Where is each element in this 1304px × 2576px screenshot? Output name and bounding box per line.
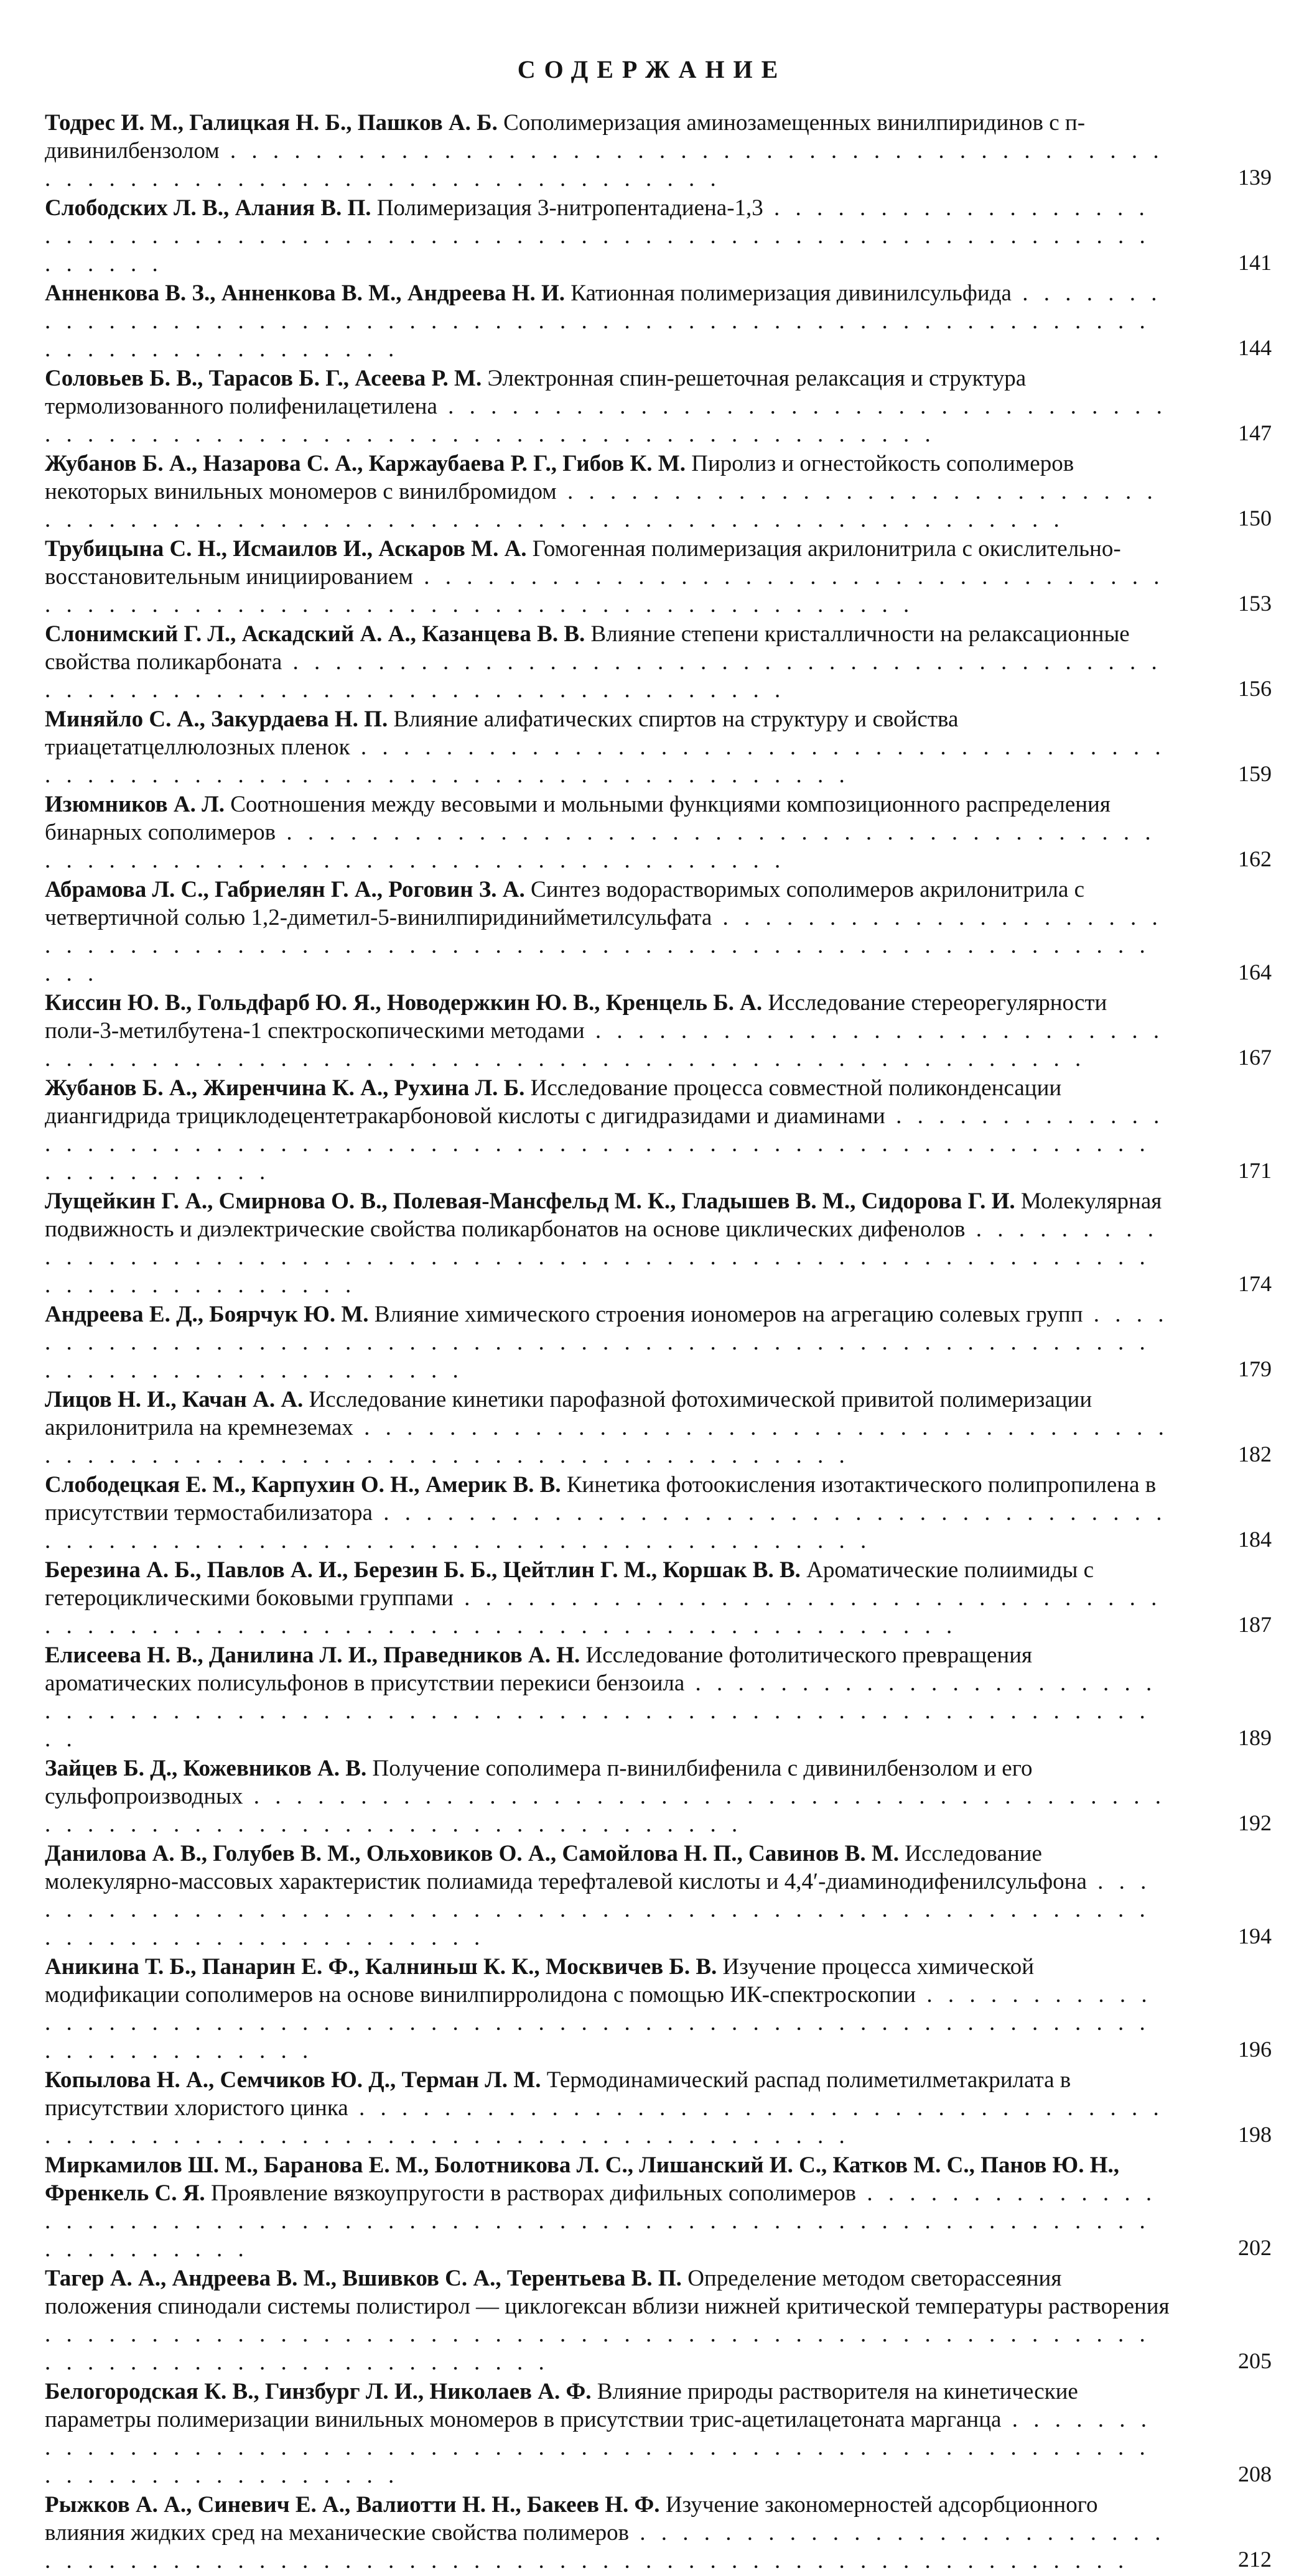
toc-entry-page-number: 153 [1238,591,1272,616]
toc-entry-page-number: 139 [1238,165,1272,190]
toc-entry-page-number: 174 [1238,1271,1272,1296]
toc-entry-text [45,2151,1171,2263]
toc-entry-authors: Миняйло С. А., Закурдаева Н. П. [45,707,388,732]
dot-leader: . . . . . . . . . . . . . . . . . . . . . . . . . . . . . . . . . . . . . . . . . . . . . . . . . . . . . . . . . . . . . . . . . . . . . . . . . . . . [45,1103,1165,1185]
toc-entry [45,705,1272,789]
toc-entry-title: Соотношения между весовыми и мольными функциями композиционного распределения бинарных сополимеров [45,792,1111,845]
toc-entry [45,2264,1272,2376]
toc-entry-authors: Жубанов Б. А., Назарова С. А., Каржаубаева Р. Г., Гибов К. М. [45,451,686,476]
toc-entry-page-number: 150 [1238,506,1272,530]
toc-entry-title: Изучение закономерностей адсорбционного влияния жидких сред на механические свойства полимеров [45,2492,1098,2546]
toc-entry [45,620,1272,704]
table-of-contents [45,109,1272,2576]
toc-entry-text [45,1953,1171,2065]
toc-entry [45,1471,1272,1555]
toc-entry-text [45,194,1171,278]
toc-entry [45,1641,1272,1753]
toc-entry-page-number: 159 [1238,761,1272,786]
toc-entry-text [45,2378,1171,2490]
dot-leader: . . . . . . . . . . . . . . . . . . . . . . . . . . . . . . . . . . . . . . . . . . . . . . . . . . . . . . . . . . . . . . . . . . . . . . . . . . . . [45,280,1162,362]
dot-leader: . . . . . . . . . . . . . . . . . . . . . . . . . . . . . . . . . . . . . . . . . . . . . . . . . . . . . . . . . . . . . . . . . . . . . . . . . . . . [45,1216,1158,1298]
toc-entry-authors: Соловьев Б. В., Тарасов Б. Г., Асеева Р. М. [45,366,482,391]
toc-entry-text [45,450,1171,534]
toc-entry-text [45,1556,1171,1640]
dot-leader: . . . . . . . . . . . . . . . . . . . . . . . . . . . . . . . . . . . . . . . . . . . . . . . . . . . . . . . . . . . . . . . . . . . . . . . . . . . . [45,1982,1152,2064]
toc-entry [45,876,1272,988]
toc-entry [45,109,1272,193]
dot-leader: . . . . . . . . . . . . . . . . . . . . . . . . . . . . . . . . . . . . . . . . . . . . . . . . . . . . . . . . . . . . . . . . . . . . . . . . . . . . [45,1869,1152,1950]
toc-entry-title: Пиролиз и огнестойкость сополимеров некоторых винильных мономеров с винилбромидом [45,451,1074,504]
toc-entry [45,1840,1272,1952]
toc-entry-authors: Березина А. Б., Павлов А. И., Березин Б. Б., Цейтлин Г. М., Коршак В. В. [45,1557,801,1583]
toc-entry-text [45,790,1171,874]
dot-leader: . . . . . . . . . . . . . . . . . . . . . . . . . . . . . . . . . . . . . . . . . . . . . . . . . . . . . . . . . . . . . . . . . . . . . . . . . . . . [45,2180,1157,2262]
toc-entry-title: Исследование молекулярно-массовых характеристик полиамида терефталевой кислоты и 4,4′-диаминодифенилсульфона [45,1841,1087,1894]
toc-entry-authors: Анненкова В. З., Анненкова В. М., Андреева Н. И. [45,280,566,306]
toc-entry-authors: Андреева Е. Д., Боярчук Ю. М. [45,1302,369,1327]
toc-entry-title: Гомогенная полимеризация акрилонитрила с окислительно-восстановительным инициированием [45,536,1121,590]
toc-entry-authors: Слонимский Г. Л., Аскадский А. А., Казанцева В. В. [45,621,585,647]
toc-entry-page-number: 184 [1238,1527,1272,1552]
toc-entry-title: Катионная полимеризация дивинилсульфида [570,280,1012,306]
toc-entry-title: Изучение процесса химической модификации сополимеров на основе винилпирролидона с помощью ИК-спектроскопии [45,1954,1035,2008]
toc-entry [45,279,1272,363]
toc-entry [45,1300,1272,1384]
toc-entry-title: Ароматические полиимиды с гетероциклическими боковыми группами [45,1557,1094,1611]
toc-entry-page-number: 162 [1238,846,1272,871]
toc-entry-page-number: 212 [1238,2547,1272,2572]
toc-entry [45,1953,1272,2065]
toc-entry-authors: Киссин Ю. В., Гольдфарб Ю. Я., Новодержкин Ю. В., Кренцель Б. А. [45,990,763,1016]
toc-entry [45,1074,1272,1186]
toc-entry-text [45,989,1171,1073]
toc-entry-text [45,620,1171,704]
dot-leader: . . . . . . . . . . . . . . . . . . . . . . . . . . . . . . . . . . . . . . . . . . . . . . . . . . . . . . . . . . . . . . . . . . . . . . . . . . . . [45,1670,1157,1752]
toc-entry [45,1754,1272,1838]
toc-entry-title: Синтез водорастворимых сополимеров акрилонитрила с четвертичной солью 1,2-диметил-5-винилпиридинийметилсульфата [45,877,1085,930]
toc-entry-text [45,535,1171,619]
toc-entry-page-number: 156 [1238,676,1272,701]
toc-entry [45,194,1272,278]
toc-entry [45,535,1272,619]
toc-entry-page-number: 192 [1238,1810,1272,1835]
toc-entry-authors: Изюмников А. Л. [45,792,225,817]
dot-leader: . . . . . . . . . . . . . . . . . . . . . . . . . . . . . . . . . . . . . . . . . . . . . . . . . . . . . . . . . . . . . . . . . . . . . . . . . . . . [45,394,1167,447]
toc-entry-page-number: 144 [1238,335,1272,360]
toc-entry [45,1187,1272,1299]
toc-entry-page-number: 141 [1238,250,1272,275]
toc-entry-page-number: 194 [1238,1924,1272,1948]
toc-entry-title: Кинетика фотоокисления изотактического полипропилена в присутствии термостабилизатора [45,1472,1157,1526]
toc-entry [45,1556,1272,1640]
toc-entry-authors: Абрамова Л. С., Габриелян Г. А., Роговин З. А. [45,877,525,902]
dot-leader: . . . . . . . . . . . . . . . . . . . . . . . . . . . . . . . . . . . . . . . . . . . . . . . . . . . . . . . . . . . . . . . . . . . . . . . . . . . . [45,2407,1152,2488]
dot-leader: . . . . . . . . . . . . . . . . . . . . . . . . . . . . . . . . . . . . . . . . . . . . . . . . . . . . . . . . . . . . . . . . . . . . . . . . . . . . [45,138,1164,192]
toc-entry-authors: Миркамилов Ш. М., Баранова Е. М., Болотникова Л. С., Лишанский И. С., Катков М. С., Панов Ю. Н., Френкель С. Я. [45,2152,1119,2206]
toc-entry [45,2491,1272,2575]
toc-entry-page-number: 189 [1238,1725,1272,1750]
toc-entry [45,364,1272,448]
toc-entry-title: Полимеризация 3-нитропентадиена-1,3 [376,195,763,221]
page-heading: СОДЕРЖАНИЕ [517,55,787,83]
toc-entry-title: Исследование кинетики парофазной фотохимической привитой полимеризации акрилонитрила на кремнеземах [45,1387,1092,1440]
toc-entry-authors: Белогородская К. В., Гинзбург Л. И., Николаев А. Ф. [45,2379,592,2404]
toc-entry-title: Сополимеризация аминозамещенных винилпиридинов с п-дивинилбензолом [45,110,1086,164]
toc-entry-text [45,1386,1171,1470]
dot-leader: . . . . . . . . . . . . . . . . . . . . . . . . . . . . . . . . . . . . . . . . . . . . . . . . . . . . . . . . . . . . . . . . . . . . . . . . . . . . [45,1302,1169,1383]
toc-entry-page-number: 196 [1238,2037,1272,2062]
toc-entry-authors: Лущейкин Г. А., Смирнова О. В., Полевая-Мансфельд М. К., Гладышев В. М., Сидорова Г. И. [45,1188,1015,1214]
toc-entry-text [45,1074,1171,1186]
toc-entry-authors: Елисеева Н. В., Данилина Л. И., Праведников А. Н. [45,1642,580,1668]
toc-entry [45,450,1272,534]
dot-leader: . . . . . . . . . . . . . . . . . . . . . . . . . . . . . . . . . . . . . . . . . . . . . . . . . . . . . . . . . . . . . . . . . . . . . . . . . . . . [45,820,1156,873]
toc-entry-text [45,1754,1171,1838]
toc-entry-text [45,1641,1171,1753]
toc-entry-page-number: 202 [1238,2235,1272,2260]
toc-entry-authors: Слободецкая Е. М., Карпухин О. Н., Америк В. В. [45,1472,561,1498]
toc-entry-title: Проявление вязкоупругости в растворах дифильных сополимеров [210,2180,857,2206]
toc-entry-authors: Зайцев Б. Д., Кожевников А. В. [45,1756,367,1781]
dot-leader: . . . . . . . . . . . . . . . . . . . . . . . . . . . . . . . . . . . . . . . . . . . . . . . . . . . . . . . . . . . . . . . . . . . . . . . . . . . . [45,905,1163,986]
dot-leader: . . . . . . . . . . . . . . . . . . . . . . . . . . . . . . . . . . . . . . . . . . . . . . . . . . . . . . . . . . . . . . . . . . . . . . . . . . . . [45,2322,1150,2375]
toc-entry [45,2378,1272,2490]
toc-entry-title: Влияние степени кристалличности на релаксационные свойства поликарбоната [45,621,1130,675]
dot-leader: . . . . . . . . . . . . . . . . . . . . . . . . . . . . . . . . . . . . . . . . . . . . . . . . . . . . . . . . . . . . . . . . . . . . . . . . . . . . [45,195,1150,277]
toc-entry-page-number: 198 [1238,2122,1272,2147]
toc-entry-title: Электронная спин-решеточная релаксация и структура термолизованного полифенилацетилена [45,366,1027,419]
toc-entry-page-number: 167 [1238,1045,1272,1070]
dot-leader: . . . . . . . . . . . . . . . . . . . . . . . . . . . . . . . . . . . . . . . . . . . . . . . . . . . . . . . . . . . . . . . . . . . . . . . . . . . . [45,479,1158,532]
toc-entry-page-number: 208 [1238,2462,1272,2486]
toc-entry-text [45,2066,1171,2150]
toc-entry-page-number: 171 [1238,1158,1272,1183]
toc-entry-page-number: 147 [1238,420,1272,445]
dot-leader: . . . . . . . . . . . . . . . . . . . . . . . . . . . . . . . . . . . . . . . . . . . . . . . . . . . . . . . . . . . . . . . . . . . . . . . . . . . . [45,1415,1169,1468]
toc-entry [45,2151,1272,2263]
toc-entry-text [45,876,1171,988]
toc-entry-authors: Аникина Т. Б., Панарин Е. Ф., Калниньш К. К., Москвичев Б. В. [45,1954,717,1980]
toc-entry-title: Влияние природы растворителя на кинетические параметры полимеризации винильных мономеров в присутствии трис-ацетилацетоната марганца [45,2379,1078,2432]
toc-entry-authors: Тодрес И. М., Галицкая Н. Б., Пашков А. Б. [45,110,498,136]
toc-entry-page-number: 164 [1238,960,1272,985]
toc-entry-title: Исследование стереорегулярности поли-3-метилбутена-1 спектроскопическими методами [45,990,1107,1044]
dot-leader: . . . . . . . . . . . . . . . . . . . . . . . . . . . . . . . . . . . . . . . . . . . . . . . . . . . . . . . . . . . . . . . . . . . . . . . . . . . . [45,649,1162,703]
toc-entry-title: Получение сополимера п-винилбифенила с дивинилбензолом и его сульфопроизводных [45,1756,1033,1809]
dot-leader: . . . . . . . . . . . . . . . . . . . . . . . . . . . . . . . . . . . . . . . . . . . . . . . . . . . . . . . . . . . . . . . . . . . . . . . . . . . . [45,1500,1167,1554]
dot-leader: . . . . . . . . . . . . . . . . . . . . . . . . . . . . . . . . . . . . . . . . . . . . . . . . . . . . . . . . . . . . . . . . . . . . . . . . . . . . [45,2095,1164,2149]
toc-entry-title: Термодинамический распад полиметилметакрилата в присутствии хлористого цинка [45,2067,1071,2121]
dot-leader: . . . . . . . . . . . . . . . . . . . . . . . . . . . . . . . . . . . . . . . . . . . . . . . . . . . . . . . . . . . . . . . . . . . . . . . . . . . . [45,1585,1162,1639]
toc-entry-page-number: 179 [1238,1356,1272,1381]
toc-entry-text [45,1187,1171,1299]
toc-entry-title: Исследование процесса совместной поликонденсации диангидрида трициклодецентетракарбоновой кислоты с дигидразидами и диаминами [45,1075,1062,1129]
toc-entry-text [45,1471,1171,1555]
toc-entry-title: Влияние алифатических спиртов на структуру и свойства триацетатцеллюлозных пленок [45,707,959,760]
toc-entry-authors: Рыжков А. А., Синевич Е. А., Валиотти Н. Н., Бакеев Н. Ф. [45,2492,660,2518]
toc-entry-authors: Данилова А. В., Голубев В. М., Ольховиков О. А., Самойлова Н. П., Савинов В. М. [45,1841,899,1866]
toc-entry-authors: Жубанов Б. А., Жиренчина К. А., Рухина Л. Б. [45,1075,525,1101]
dot-leader: . . . . . . . . . . . . . . . . . . . . . . . . . . . . . . . . . . . . . . . . . . . . . . . . . . . . . . . . . . . . . . . . . . . . . . . . . . . . [45,1018,1165,1072]
dot-leader: . . . . . . . . . . . . . . . . . . . . . . . . . . . . . . . . . . . . . . . . . . . . . . . . . . . . . . . . . . . . . . . . . . . . . . . . . . . . [45,734,1166,788]
toc-entry-text [45,364,1171,448]
toc-entry [45,790,1272,874]
toc-entry-text [45,1840,1171,1952]
dot-leader: . . . . . . . . . . . . . . . . . . . . . . . . . . . . . . . . . . . . . . . . . . . . . . . . . . . . . . . . . . . . . . . . . . . . . . . . . . . . [45,2520,1166,2574]
toc-entry-text [45,2264,1171,2376]
dot-leader: . . . . . . . . . . . . . . . . . . . . . . . . . . . . . . . . . . . . . . . . . . . . . . . . . . . . . . . . . . . . . . . . . . . . . . . . . . . . [45,564,1165,618]
toc-entry [45,989,1272,1073]
toc-entry-text [45,109,1171,193]
toc-entry-authors: Слободских Л. В., Алания В. П. [45,195,371,221]
toc-entry-page-number: 205 [1238,2348,1272,2373]
toc-entry-text [45,1300,1171,1384]
toc-entry-page-number: 187 [1238,1612,1272,1637]
toc-entry-title: Влияние химического строения иономеров на агрегацию солевых групп [374,1302,1083,1327]
toc-entry-authors: Копылова Н. А., Семчиков Ю. Д., Терман Л. М. [45,2067,541,2093]
toc-entry-text [45,705,1171,789]
toc-entry-text [45,279,1171,363]
dot-leader: . . . . . . . . . . . . . . . . . . . . . . . . . . . . . . . . . . . . . . . . . . . . . . . . . . . . . . . . . . . . . . . . . . . . . . . . . . . . [45,1784,1166,1837]
toc-entry-authors: Лицов Н. И., Качан А. А. [45,1387,304,1412]
toc-entry-page-number: 182 [1238,1442,1272,1466]
toc-entry-title: Исследование фотолитического превращения ароматических полисульфонов в присутствии перекиси бензоила [45,1642,1033,1696]
toc-entry-title: Молекулярная подвижность и диэлектрические свойства поликарбонатов на основе циклических дифенолов [45,1188,1162,1242]
toc-entry-authors: Тагер А. А., Андреева В. М., Вшивков С. А., Терентьева В. П. [45,2266,682,2291]
toc-entry-title: Определение методом светорассеяния положения спинодали системы полистирол — циклогексан вблизи нижней критической температуры растворения [45,2266,1170,2319]
toc-entry-text [45,2491,1171,2575]
toc-entry [45,2066,1272,2150]
toc-entry-authors: Трубицына С. Н., Исмаилов И., Аскаров М. А. [45,536,527,562]
toc-entry [45,1386,1272,1470]
